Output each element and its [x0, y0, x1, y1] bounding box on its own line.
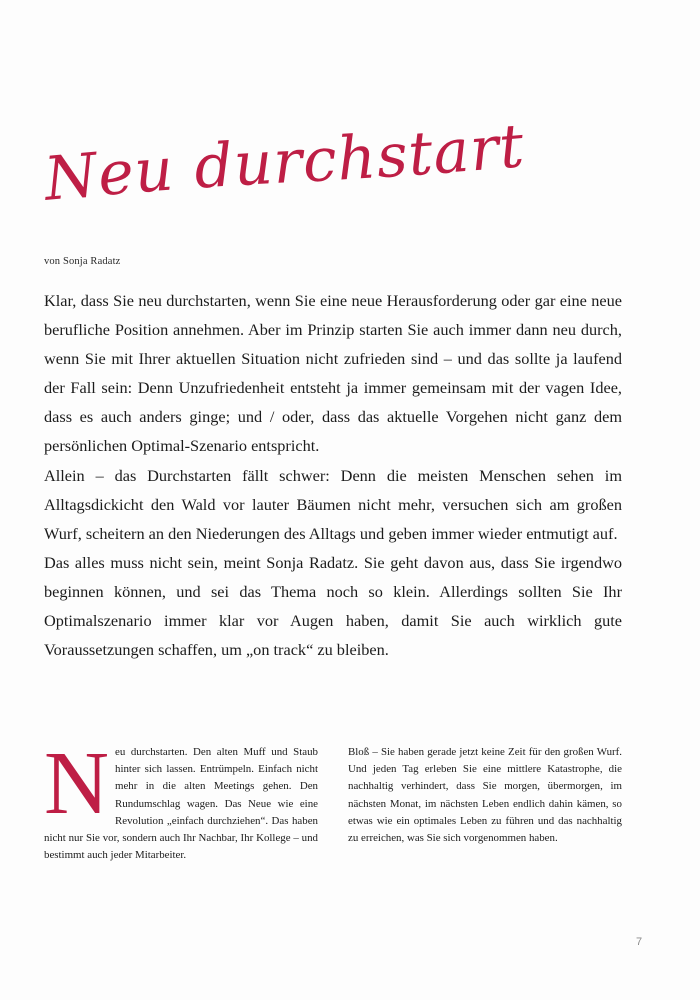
byline: von Sonja Radatz [44, 256, 121, 267]
column-right-text: Bloß – Sie haben gerade jetzt keine Zeit für den großen Wurf. Und jeden Tag erleben Sie eine mittlere Katastrophe, die nachhaltig verhindert, dass Sie morgen, übermorgen, im nächsten Monat, im nächsten Leben endlich dahin kämen, so etwas wie ein optimales Leben zu führen und das nachhaltig zu erreichen, was Sie sich vorgenommen haben. [348, 746, 622, 845]
column-left-text: Neu durchstarten. Den alten Muff und Staub hinter sich lassen. Entrümpeln. Einfach nicht mehr in die alten Meetings gehen. Den Rundumschlag wagen. Das Neue wie eine Revolution „einfach durchziehen“. Das haben nicht nur Sie vor, sondern auch Ihr Nachbar, Ihr Kollege – und bestimmt auch jeder Mitarbeiter. [44, 734, 318, 862]
title-textpath: Neu durchstarten [24, 83, 528, 215]
intro-body [44, 286, 622, 664]
intro-paragraph: Allein – das Durchstarten fällt schwer: Denn die meisten Menschen sehen im Alltagsdickicht den Wald vor lauter Bäumen nicht mehr, versuchen sich am großen Wurf, scheitern an den Niederungen des Alltags und geben immer wieder entmutigt auf. [44, 465, 622, 543]
intro-paragraph: Klar, dass Sie neu durchstarten, wenn Sie eine neue Herausforderung oder gar eine neue berufliche Position annehmen. Aber im Prinzip starten Sie auch immer dann neu durch, wenn Sie mit Ihrer aktuellen Situation nicht zufrieden sind – und das sollte ja laufend der Fall sein: Denn Unzufriedenheit entsteht ja immer gemeinsam mit der vagen Idee, dass es auch anders ginge; und / oder, dass das aktuelle Vorgehen nicht ganz dem persönlichen Optimal-Szenario entspricht. [44, 291, 622, 456]
two-column-section [44, 734, 622, 864]
title-text [24, 83, 527, 215]
page-title [24, 83, 544, 218]
column-right [348, 744, 622, 864]
intro-paragraph: Das alles muss nicht sein, meint Sonja Radatz. Sie geht davon aus, dass Sie irgendwo beginnen können, und sei das Thema noch so klein. Allerdings sollten Sie Ihr Optimalszenario immer klar vor Augen haben, damit Sie auch wirklich gute Voraussetzungen schaffen, um „on track“ zu bleiben. [44, 552, 622, 660]
column-left [44, 734, 318, 864]
page-number: 7 [636, 936, 643, 948]
title-script-graphic [24, 83, 544, 218]
